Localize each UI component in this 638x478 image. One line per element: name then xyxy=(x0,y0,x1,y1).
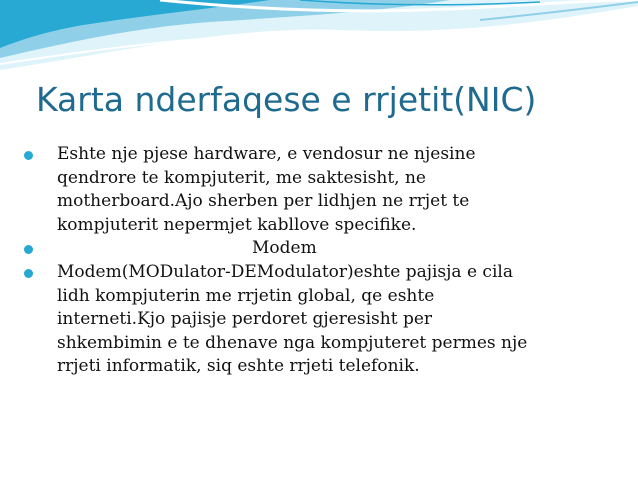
bullet-line: motherboard.Ajo sherben per lidhjen ne rrjet te xyxy=(57,191,470,212)
bullet-line: rrjeti informatik, siq eshte rrjeti telefonik. xyxy=(57,356,420,377)
bullet-item-modem-heading xyxy=(22,237,612,261)
bullet-item-modem xyxy=(22,261,612,379)
bullet-line: Modem xyxy=(252,238,317,259)
bullet-item-nic xyxy=(22,143,612,237)
bullet-list xyxy=(22,143,612,379)
bullet-dot xyxy=(24,245,33,254)
bullet-line: Eshte nje pjese hardware, e vendosur ne njesine xyxy=(57,144,476,164)
slide-title: Karta nderfaqese e rrjetit(NIC) xyxy=(36,80,537,119)
bullet-dot xyxy=(24,151,33,160)
bullet-line: qendrore te kompjuterit, me saktesisht, ne xyxy=(57,167,426,188)
bullet-line: shkembimin e te dhenave nga kompjuteret permes nje xyxy=(57,332,528,353)
bullet-line: kompjuterit nepermjet kabllove specifike. xyxy=(57,214,417,235)
bullet-line: Modem(MODulator-DEModulator)eshte pajisja e cila xyxy=(57,261,513,282)
header-wave-decoration xyxy=(0,0,638,80)
bullet-line: lidh kompjuterin me rrjetin global, qe eshte xyxy=(57,285,435,306)
bullet-line: interneti.Kjo pajisje perdoret gjeresisht per xyxy=(57,309,433,330)
bullet-dot xyxy=(24,269,33,278)
